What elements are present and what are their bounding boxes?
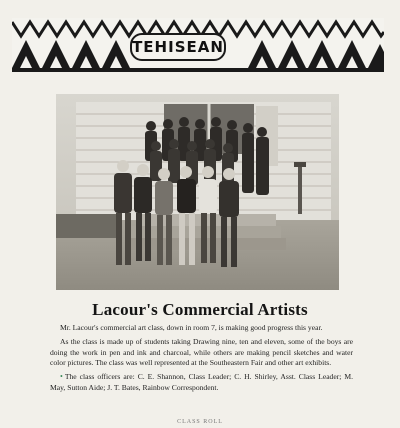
officers-text: The class officers are: C. E. Shannon, Class Leader; C. H. Shirley, Asst. Class Leader; M. May, Sutton Aide; J. T. Bates, Rainbow Correspondent. bbox=[50, 372, 353, 392]
yearbook-title: TEHISEAN bbox=[130, 33, 226, 61]
paragraph: Mr. Lacour's commercial art class, down in room 7, is making good progress this year. bbox=[60, 323, 323, 332]
bullet-icon: • bbox=[60, 372, 63, 382]
article-body bbox=[50, 323, 353, 397]
page-footer: CLASS ROLL bbox=[177, 419, 223, 425]
class-photo bbox=[56, 94, 339, 290]
article-headline: Lacour's Commercial Artists bbox=[92, 300, 308, 319]
officers-paragraph bbox=[50, 372, 353, 394]
class-photo-image bbox=[56, 94, 339, 290]
paragraph: As the class is made up of students taking Drawing nine, ten and eleven, some of the boys are doing the work in pen and ink and charcoal, while others are making pencil sketches and water color pictures. The class was well represented at the Southeastern Fair and other art exhibits. bbox=[50, 336, 353, 368]
